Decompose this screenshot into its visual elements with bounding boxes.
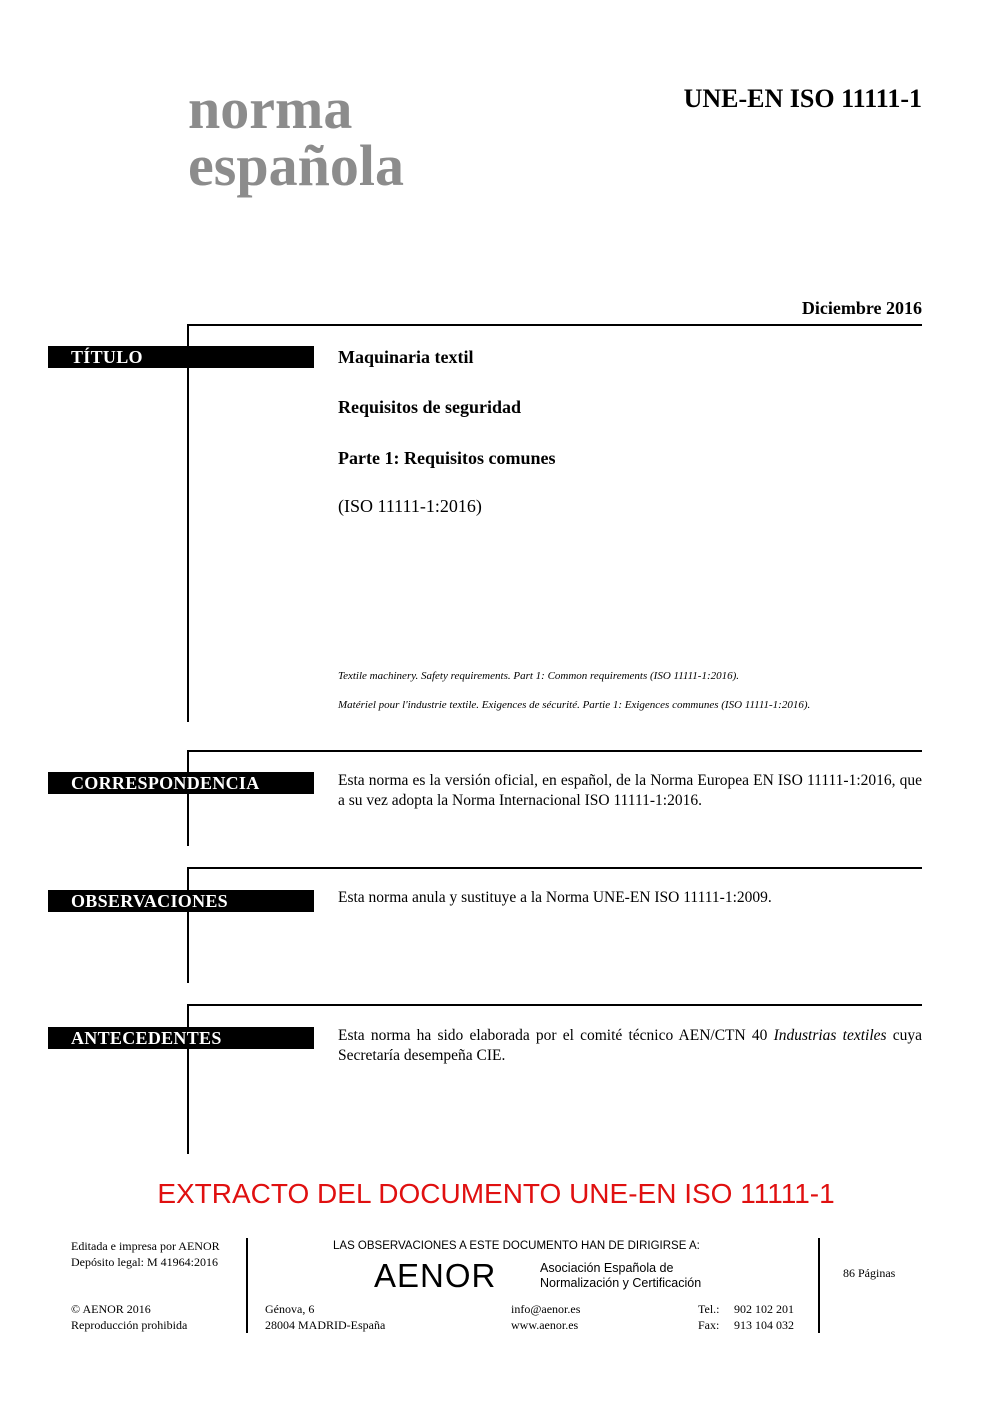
aenor-org-name [540,1261,701,1291]
section-label-correspondencia: CORRESPONDENCIA [48,772,314,794]
antecedentes-text-2: cuya Secretaría desempeña CIE. [338,1027,922,1064]
correspondencia-text: Esta norma es la versión oficial, en español, de la Norma Europea EN ISO 11111-1:2016, que a su vez adopta la Norma Internacional ISO 11111-1:2016. [338,772,922,809]
committee-name: Industrias textiles [773,1027,887,1044]
footer-phone-numbers [734,1301,794,1333]
footer-observations-note: LAS OBSERVACIONES A ESTE DOCUMENTO HAN DE DIRIGIRSE A: [333,1240,700,1252]
footer-tel: 902 102 201 [734,1302,794,1316]
footer-copyright-block [71,1301,187,1333]
footer-web[interactable]: www.aenor.es [511,1318,579,1332]
footer-divider-right [818,1238,820,1333]
english-title: Textile machinery. Safety requirements. Part 1: Common requirements (ISO 11111-1:2016). [338,670,740,682]
section-rule-titulo [187,324,189,722]
section-divider-correspondencia [188,750,922,752]
french-title: Matériel pour l'industrie textile. Exigences de sécurité. Partie 1: Exigences communes (ISO 11111-1:2016). [338,699,811,711]
antecedentes-text [338,1026,922,1066]
title-line-2: Requisitos de seguridad [338,397,522,417]
footer-address [265,1301,385,1333]
footer-deposit: Depósito legal: M 41964:2016 [71,1255,218,1269]
footer-edition [71,1238,220,1270]
title-line-1: Maquinaria textil [338,347,474,367]
footer-edited: Editada e impresa por AENOR [71,1239,220,1253]
footer-reproduction: Reproducción prohibida [71,1318,188,1332]
iso-reference: (ISO 11111-1:2016) [338,496,482,516]
footer-fax-label: Fax: [698,1318,720,1332]
footer-divider-left [246,1238,248,1333]
section-divider-antecedentes [188,1004,922,1006]
section-rule-correspondencia [187,750,189,846]
brand-title [188,76,404,198]
section-rule-observaciones [187,867,189,983]
brand-line-2: española [188,133,404,198]
footer-address-1: Génova, 6 [265,1302,315,1316]
footer-copyright: © AENOR 2016 [71,1302,151,1316]
section-divider-observaciones [188,867,922,869]
footer-tel-label: Tel.: [698,1302,720,1316]
standard-code: UNE-EN ISO 11111-1 [683,84,922,113]
observaciones-text: Esta norma anula y sustituye a la Norma UNE-EN ISO 11111-1:2009. [338,889,772,906]
aenor-org-line-2: Normalización y Certificación [540,1276,702,1290]
section-label-titulo: TÍTULO [48,346,314,368]
antecedentes-text-1: Esta norma ha sido elaborada por el comité técnico AEN/CTN 40 [338,1027,774,1044]
title-line-3: Parte 1: Requisitos comunes [338,448,556,468]
footer-contact [511,1301,580,1333]
publication-date: Diciembre 2016 [801,298,922,318]
brand-line-1: norma [188,76,353,141]
section-label-observaciones: OBSERVACIONES [48,890,314,912]
extract-banner: EXTRACTO DEL DOCUMENTO UNE-EN ISO 11111-1 [157,1178,835,1209]
footer-phone-labels [698,1301,720,1333]
aenor-logo: AENOR [374,1257,497,1294]
footer-page-count: 86 Páginas [843,1266,896,1280]
footer-address-2: 28004 MADRID-España [265,1318,386,1332]
section-divider-titulo [188,324,922,326]
footer-email[interactable]: info@aenor.es [511,1302,581,1316]
section-label-antecedentes: ANTECEDENTES [48,1027,314,1049]
aenor-org-line-1: Asociación Española de [540,1261,674,1275]
footer-fax: 913 104 032 [734,1318,794,1332]
